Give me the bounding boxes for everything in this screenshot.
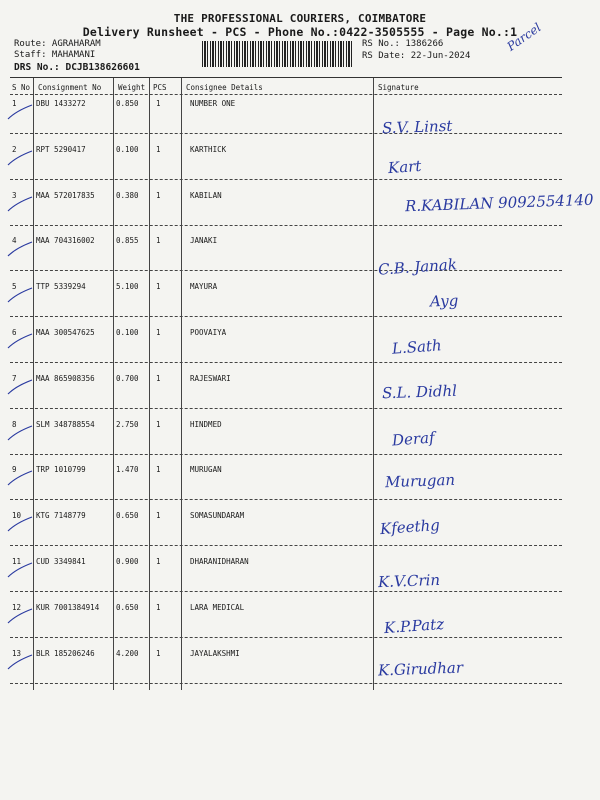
row-sno: 12 [12,603,22,612]
check-mark-icon [6,286,34,304]
signature: R.KABILAN 9092554140 [404,190,594,216]
row-weight: 0.100 [116,145,139,154]
row-divider [10,683,562,684]
row-sno: 11 [12,557,22,566]
check-mark-icon [6,561,34,579]
check-mark-icon [6,653,34,671]
route-label: Route: AGRAHARAM [14,39,101,49]
check-mark-icon [6,240,34,258]
row-consignee: NUMBER ONE [190,99,236,108]
row-divider [10,454,562,455]
row-sno: 2 [12,145,17,154]
rs-number: RS No.: 1386266 [362,39,444,49]
row-pcs: 1 [156,603,161,612]
check-mark-icon [6,515,34,533]
row-weight: 2.750 [116,420,139,429]
signature: S.V. Linst [381,116,453,138]
row-divider [10,133,562,134]
col-divider [149,78,150,690]
drs-number: DRS No.: DCJB138626601 [14,62,140,73]
signature: C.B. Janak [377,255,458,279]
row-consignment-no: BLR 185206246 [36,649,95,658]
row-pcs: 1 [156,236,161,245]
row-sno: 4 [12,236,17,245]
row-consignee: DHARANIDHARAN [190,557,249,566]
row-weight: 0.100 [116,328,139,337]
row-divider [10,591,562,592]
row-consignment-no: DBU 1433272 [36,99,86,108]
row-weight: 5.100 [116,282,139,291]
signature: Murugan [384,470,456,492]
row-weight: 0.900 [116,557,139,566]
row-weight: 0.855 [116,236,139,245]
signature: K.Girudhar [377,658,464,680]
row-consignee: HINDMED [190,420,222,429]
signature: Ayg [429,291,459,311]
row-divider [10,408,562,409]
company-title: THE PROFESSIONAL COURIERS, COIMBATORE [173,12,427,25]
row-sno: 10 [12,511,22,520]
col-header-signature: Signature [378,83,419,92]
row-divider [10,316,562,317]
row-consignment-no: TRP 1010799 [36,465,86,474]
row-consignment-no: RPT 5290417 [36,145,86,154]
row-weight: 0.380 [116,191,139,200]
parcel-stamp: Parcel [504,20,544,54]
row-pcs: 1 [156,557,161,566]
check-mark-icon [6,469,34,487]
rs-date: RS Date: 22-Jun-2024 [362,51,471,61]
signature: Kart [387,156,422,178]
row-consignee: POOVAIYA [190,328,227,337]
row-weight: 0.650 [116,603,139,612]
signature: L.Sath [391,336,443,358]
col-header-sno: S No [12,83,31,92]
col-header-consignment: Consignment No [38,83,102,92]
row-pcs: 1 [156,649,161,658]
row-sno: 9 [12,465,17,474]
row-sno: 1 [12,99,17,108]
row-pcs: 1 [156,420,161,429]
row-sno: 3 [12,191,17,200]
row-consignee: JANAKI [190,236,218,245]
header-divider [10,94,562,95]
row-consignment-no: CUD 3349841 [36,557,86,566]
check-mark-icon [6,149,34,167]
row-pcs: 1 [156,145,161,154]
check-mark-icon [6,378,34,396]
row-pcs: 1 [156,374,161,383]
signature: K.P.Patz [383,614,445,638]
row-consignee: RAJESWARI [190,374,231,383]
check-mark-icon [6,195,34,213]
row-consignment-no: TTP 5339294 [36,282,86,291]
row-divider [10,362,562,363]
row-pcs: 1 [156,328,161,337]
row-pcs: 1 [156,511,161,520]
row-consignee: KABILAN [190,191,222,200]
check-mark-icon [6,103,34,121]
table-top-border [10,77,562,78]
row-sno: 7 [12,374,17,383]
row-divider [10,545,562,546]
row-weight: 0.700 [116,374,139,383]
col-divider [373,78,374,690]
row-consignee: MURUGAN [190,465,222,474]
signature: Kfeethg [379,515,441,539]
barcode [202,41,354,67]
signature: Deraf [391,428,436,450]
signature: K.V.Crin [377,570,441,592]
row-consignment-no: MAA 300547625 [36,328,95,337]
col-header-pcs: PCS [153,83,167,92]
row-consignment-no: KTG 7148779 [36,511,86,520]
row-sno: 6 [12,328,17,337]
row-divider [10,270,562,271]
signature: S.L. Didhl [381,381,458,403]
row-consignment-no: SLM 348788554 [36,420,95,429]
row-consignee: MAYURA [190,282,218,291]
check-mark-icon [6,424,34,442]
col-header-weight: Weight [118,83,146,92]
row-consignment-no: MAA 704316002 [36,236,95,245]
row-consignee: JAYALAKSHMI [190,649,240,658]
staff-label: Staff: MAHAMANI [14,50,96,60]
row-consignment-no: MAA 865908356 [36,374,95,383]
col-divider [113,78,114,690]
row-consignment-no: MAA 572017835 [36,191,95,200]
row-consignee: SOMASUNDARAM [190,511,245,520]
row-sno: 13 [12,649,22,658]
row-pcs: 1 [156,282,161,291]
col-divider [181,78,182,690]
row-sno: 8 [12,420,17,429]
row-weight: 0.650 [116,511,139,520]
check-mark-icon [6,332,34,350]
row-sno: 5 [12,282,17,291]
row-pcs: 1 [156,191,161,200]
row-divider [10,179,562,180]
row-divider [10,637,562,638]
row-consignee: KARTHICK [190,145,227,154]
row-divider [10,499,562,500]
row-consignment-no: KUR 7001384914 [36,603,100,612]
row-divider [10,225,562,226]
row-weight: 1.470 [116,465,139,474]
col-header-consignee: Consignee Details [186,83,263,92]
row-consignee: LARA MEDICAL [190,603,245,612]
runsheet-subtitle: Delivery Runsheet - PCS - Phone No.:0422-3505555 - Page No.:1 [82,25,518,39]
row-pcs: 1 [156,99,161,108]
row-weight: 4.200 [116,649,139,658]
check-mark-icon [6,607,34,625]
row-weight: 0.850 [116,99,139,108]
row-pcs: 1 [156,465,161,474]
